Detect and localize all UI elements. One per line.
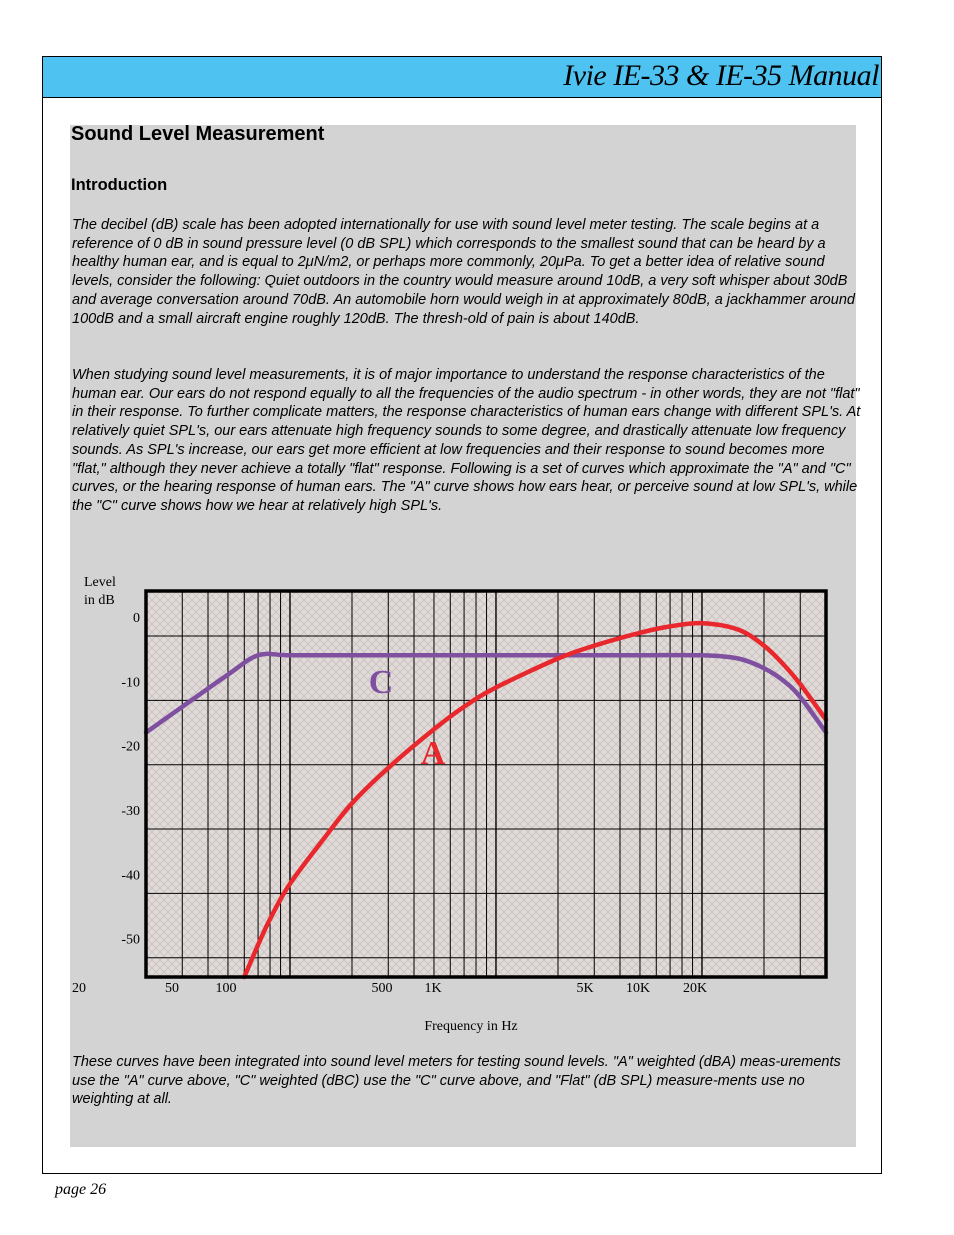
y-tick-label: -50 <box>121 932 140 948</box>
y-axis-label-line: in dB <box>84 593 115 608</box>
paragraph-intro: The decibel (dB) scale has been adopted internationally for use with sound level meter testing. The scale begins at a reference of 0 dB in sound pressure level (0 dB SPL) which corresponds to the smallest sound that can be heard by a healthy human ear, and is equal to 2μN/m2, or perhaps more commonly, 20μPa. To get a better idea of relative sound levels, consider the following: Quiet outdoors in the country would measure around 10dB, a very soft whisper about 30dB and average conversation around 70dB. An automobile horn would weigh in at approximately 80dB, a jackhammer around 100dB and a small aircraft engine roughly 120dB. The thresh-old of pain is about 140dB. <box>72 217 855 327</box>
y-tick-label: -40 <box>121 868 140 884</box>
paragraph-ear-response: When studying sound level measurements, it is of major importance to understand the response characteristics of the human ear. Our ears do not respond equally to all the frequencies of the audio spectrum - in other words, they are not "flat" in their response. To further complicate matters, the response characteristics of human ears change with different SPL's. At relatively quiet SPL's, our ears attenuate high frequency sounds to some degree, and drastically attenuate low frequency sounds. As SPL's increase, our ears get more efficient at low frequencies and their response to sound becomes more "flat," although they never achieve a totally "flat" response. Following is a set of curves which approximate the "A" and "C" curves, or the hearing response of human ears. The "A" curve shows how ears hear, or perceive sound at low SPL's, while the "C" curve shows how we hear at relatively high SPL's. <box>72 367 861 514</box>
section-title: Sound Level Measurement <box>71 123 325 145</box>
x-tick-label: 500 <box>371 981 393 996</box>
x-tick-label: 1K <box>424 981 442 996</box>
subheading: Introduction <box>71 176 168 194</box>
y-tick-label: -30 <box>121 804 140 820</box>
y-tick-label: -20 <box>121 739 140 755</box>
y-tick-label: -10 <box>121 675 140 691</box>
curve-label-a: A <box>420 735 446 772</box>
x-tick-label: 20K <box>682 981 708 996</box>
manual-title: Ivie IE-33 & IE-35 Manual <box>563 59 879 92</box>
page-number: page 26 <box>55 1181 107 1198</box>
y-tick-label: 0 <box>133 611 140 627</box>
paragraph-summary: These curves have been integrated into sound level meters for testing sound levels. "A" weighted (dBA) meas-urements use the "A" curve above, "C" weighted (dBC) use the "C" curve above, and "Flat" (dB SPL) measure-ments use no weighting at all. <box>72 1054 841 1108</box>
x-tick-label: 10K <box>625 981 651 996</box>
x-tick-label: 20 <box>72 981 86 996</box>
x-tick-label: 50 <box>165 981 179 996</box>
curve-label-c: C <box>368 664 394 701</box>
plot-area <box>146 591 826 977</box>
x-tick-label: 5K <box>576 981 594 996</box>
x-axis-label: Frequency in Hz <box>424 1019 518 1034</box>
x-tick-label: 100 <box>215 981 237 996</box>
y-axis-label-line: Level <box>84 575 116 590</box>
